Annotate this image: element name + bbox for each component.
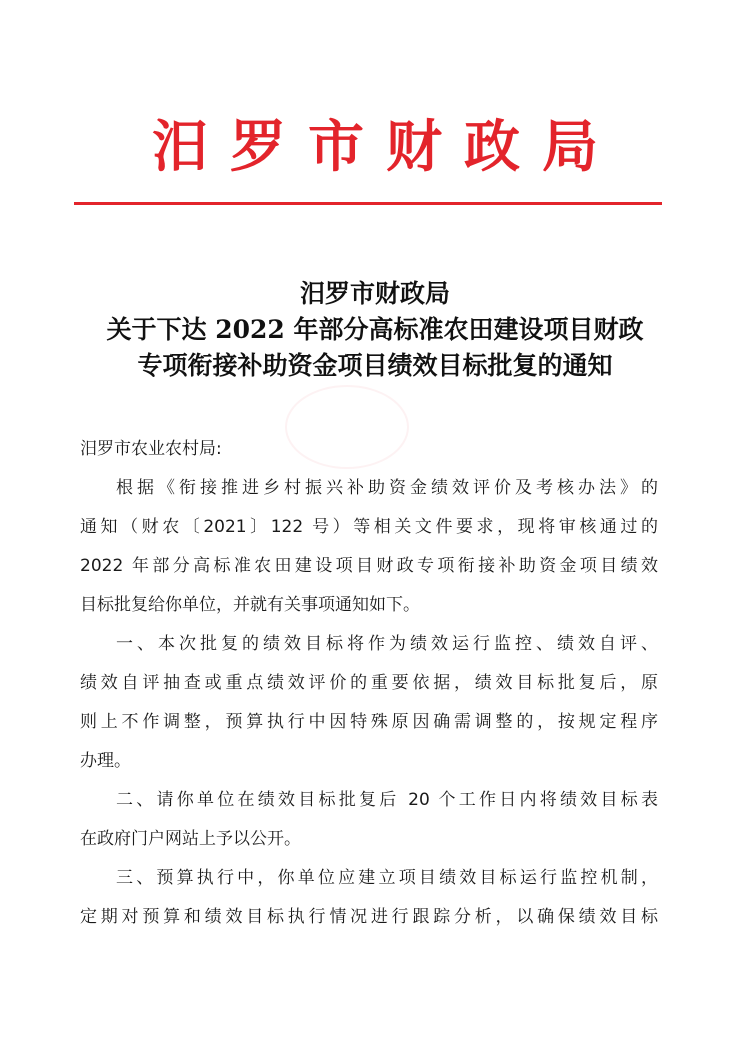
paragraph (80, 625, 658, 781)
letterhead-red-rule (74, 202, 662, 205)
letterhead: 汨罗市财政局 (152, 114, 620, 180)
document-title (40, 276, 710, 384)
paragraph-line: 2022 年部分高标准农田建设项目财政专项衔接补助资金项目绩效 (80, 556, 658, 576)
paragraph-line: 三、预算执行中，你单位应建立项目绩效目标运行监控机制， (116, 868, 658, 888)
paragraph-line: 绩效自评抽查或重点绩效评价的重要依据，绩效目标批复后，原 (80, 673, 658, 693)
paragraph (80, 859, 658, 937)
title-line: 关于下达 2022 年部分高标准农田建设项目财政 (106, 315, 644, 344)
paragraph-line: 定期对预算和绩效目标执行情况进行跟踪分析，以确保绩效目标 (80, 907, 658, 927)
paragraph (80, 469, 658, 625)
paragraph-line: 二、请你单位在绩效目标批复后 20 个工作日内将绩效目标表 (116, 790, 658, 810)
title-line: 专项衔接补助资金项目绩效目标批复的通知 (137, 351, 613, 380)
paragraph-line: 办理。 (80, 751, 131, 771)
paragraph-line: 根据《衔接推进乡村振兴补助资金绩效评价及考核办法》的 (116, 478, 658, 498)
document-body (80, 430, 658, 937)
paragraph-line: 一、本次批复的绩效目标将作为绩效运行监控、绩效自评、 (116, 634, 658, 654)
paragraph (80, 781, 658, 859)
title-line: 汨罗市财政局 (299, 279, 450, 308)
paragraph-line: 在政府门户网站上予以公开。 (80, 829, 301, 849)
addressee: 汨罗市农业农村局: (80, 439, 222, 459)
paragraph-line: 目标批复给你单位，并就有关事项通知如下。 (80, 595, 420, 615)
paragraph-line: 则上不作调整，预算执行中因特殊原因确需调整的，按规定程序 (80, 712, 658, 732)
paragraph-line: 通知（财农〔2021〕122 号）等相关文件要求，现将审核通过的 (80, 517, 658, 537)
